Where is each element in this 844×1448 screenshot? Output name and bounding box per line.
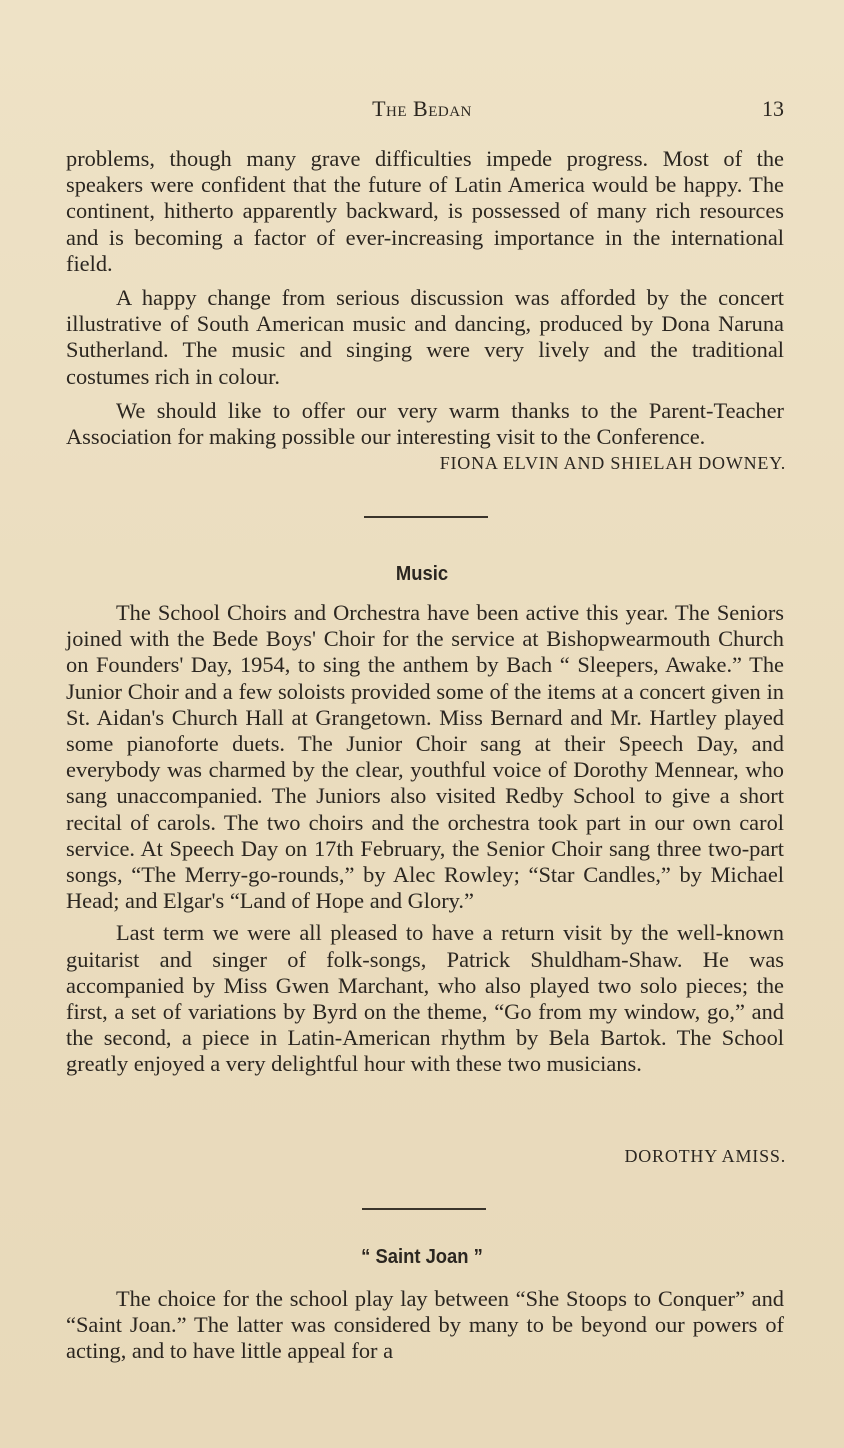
music-signature: DOROTHY AMISS.: [624, 1146, 786, 1166]
saint-joan-paragraph-1: The choice for the school play lay between “She Stoops to Conquer” and “Saint Joan.” The latter was considered by many to be beyond our powers of acting, and to have little appeal for a: [66, 1286, 784, 1364]
section-divider: [362, 1208, 486, 1210]
music-paragraph-1: The School Choirs and Orchestra have been active this year. The Seniors joined with the Bede Boys' Choir for the service at Bishopwearmouth Church on Founders' Day, 1954, to sing the anthem by Bach “ Sleepers, Awake.” The Junior Choir and a few soloists provided some of the items at a concert given in St. Aidan's Church Hall at Grangetown. Miss Bernard and Mr. Hartley played some pianoforte duets. The Junior Choir sang at their Speech Day, and everybody was charmed by the clear, youthful voice of Dorothy Mennear, who sang unaccompanied. The Juniors also visited Redby School to give a short recital of carols. The two choirs and the orchestra took part in our own carol service. At Speech Day on 17th February, the Senior Choir sang three two-part songs, “The Merry-go-rounds,” by Alec Rowley; “Star Candles,” by Michael Head; and Elgar's “Land of Hope and Glory.”: [66, 600, 784, 914]
music-paragraph-2: Last term we were all pleased to have a return visit by the well-known guitarist and singer of folk-songs, Patrick Shuldham-Shaw. He was accompanied by Miss Gwen Marchant, who also played two solo pieces; the first, a set of variations by Byrd on the theme, “Go from my window, go,” and the second, a piece in Latin-American rhythm by Bela Bartok. The School greatly enjoyed a very delightful hour with these two musicians.: [66, 920, 784, 1077]
music-text: [66, 600, 784, 1078]
section1-paragraph-1: problems, though many grave difficulties impede progress. Most of the speakers were confident that the future of Latin America would be happy. The continent, hitherto apparently backward, is possessed of many rich resources and is becoming a factor of ever-increasing importance in the international field.: [66, 146, 784, 276]
section1-paragraph-2: A happy change from serious discussion was afforded by the concert illustrative of South American music and dancing, produced by Dona Naruna Sutherland. The music and singing were very lively and the traditional costumes rich in colour.: [66, 285, 784, 389]
saint-joan-text: [66, 1286, 784, 1365]
saint-joan-heading: “ Saint Joan ”: [361, 1246, 483, 1268]
section1-signature: FIONA ELVIN AND SHIELAH DOWNEY.: [439, 453, 786, 473]
page-number: 13: [762, 96, 784, 121]
page-header: [0, 92, 844, 128]
section1-paragraph-3: We should like to offer our very warm thanks to the Parent-Teacher Association for making possible our interesting visit to the Conference.: [66, 397, 784, 450]
running-title: The Bedan: [372, 96, 472, 121]
section1-text: [66, 146, 784, 450]
music-heading: Music: [395, 563, 449, 585]
section-divider: [364, 516, 488, 518]
